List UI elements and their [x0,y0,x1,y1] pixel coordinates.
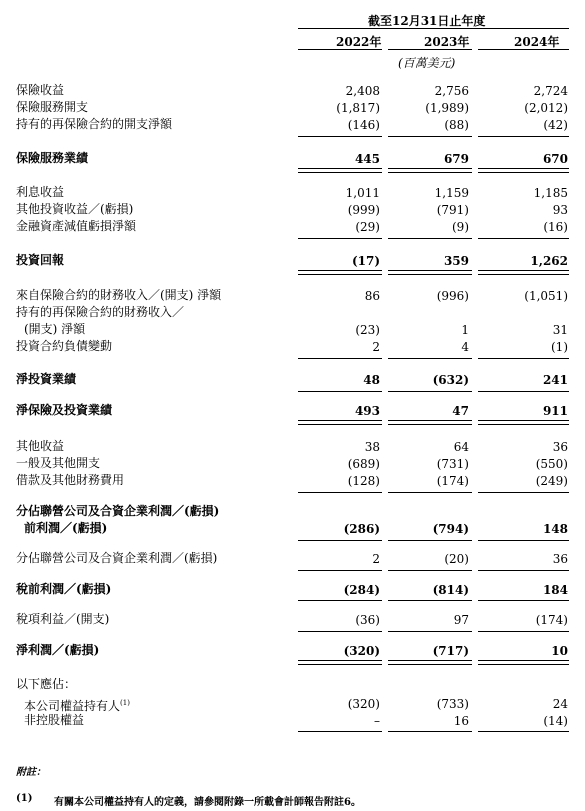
total-double-rule [478,270,569,275]
row-value-2024: 36 [552,440,568,454]
row-value-2022: 445 [354,152,380,166]
subtotal-rule [388,631,472,632]
row-value-2022: (320) [347,697,380,711]
row-label: 其他收益 [16,439,65,453]
row-value-2024: 24 [552,697,568,711]
subtotal-rule [388,358,472,359]
row-value-2023: 97 [453,613,469,627]
row-value-2024: 148 [542,522,568,536]
row-value-2023: (996) [436,289,469,303]
row-label-total: 淨投資業績 [16,372,77,386]
subtotal-rule [478,570,569,571]
row-value-2024: (249) [535,474,568,488]
subtotal-rule [298,238,382,239]
subtotal-rule [298,600,382,601]
total-double-rule [388,660,472,665]
unit-label: (百萬美元) [398,56,456,70]
row-label-text: 本公司權益持有人 [24,699,121,713]
row-value-2022: (29) [355,220,380,234]
row-label-total: 淨保險及投資業績 [16,403,113,417]
row-label [24,697,130,713]
subtotal-rule [478,731,569,732]
row-value-2022: (17) [351,254,380,268]
subtotal-rule [478,136,569,137]
subtotal-rule [388,238,472,239]
row-value-2024: 911 [542,404,568,418]
total-double-rule [388,420,472,425]
total-double-rule [478,420,569,425]
row-value-2023: (20) [444,552,469,566]
subtotal-rule [388,391,472,392]
year-underline-2 [388,49,472,50]
subtotal-rule [298,570,382,571]
row-label-total: 分佔聯營公司及合資企業利潤／(虧損) [16,504,220,518]
subtotal-rule [388,570,472,571]
row-label: 以下應佔： [16,677,77,691]
row-value-2023: 16 [453,714,469,728]
row-value-2023: 679 [443,152,469,166]
row-label-total: 保險服務業績 [16,151,89,165]
row-value-2023: 1 [461,323,469,337]
year-2023: 2023年 [424,35,470,49]
row-value-2024: (550) [535,457,568,471]
note-marker: (1) [16,793,33,804]
row-value-2023: (733) [436,697,469,711]
row-value-2023: 64 [453,440,469,454]
row-value-2023: 2,756 [434,84,469,98]
row-value-2022: (320) [343,644,380,658]
row-value-2023: (174) [436,474,469,488]
row-label: 稅項利益／(開支) [16,612,110,626]
subtotal-rule [388,136,472,137]
row-value-2024: 31 [552,323,568,337]
row-value-2022: 38 [364,440,380,454]
period-underline [298,28,569,29]
subtotal-rule [478,358,569,359]
row-label: (開支) 淨額 [24,322,86,336]
subtotal-rule [478,631,569,632]
row-value-2024: 2,724 [533,84,568,98]
row-value-2024: 93 [552,203,568,217]
row-value-2022: (146) [347,118,380,132]
row-label: 持有的再保險合約的開支淨額 [16,117,173,131]
row-value-2024: (1,051) [524,289,568,303]
year-underline-1 [298,49,382,50]
row-value-2024: (1) [551,340,568,354]
subtotal-rule [478,391,569,392]
row-label: 其他投資收益／(虧損) [16,202,134,216]
row-label: 利息收益 [16,185,65,199]
row-value-2024: 36 [552,552,568,566]
row-value-2024: (174) [535,613,568,627]
subtotal-rule [478,600,569,601]
row-label-total: 前利潤／(虧損) [24,521,108,535]
total-double-rule [298,660,382,665]
year-2022: 2022年 [336,35,382,49]
row-label: 持有的再保險合約的財務收入／ [16,305,185,319]
row-value-2023: (794) [432,522,469,536]
row-value-2024: (14) [543,714,568,728]
row-value-2023: (731) [436,457,469,471]
total-double-rule [298,168,382,173]
subtotal-rule [298,731,382,732]
row-label: 保險收益 [16,83,65,97]
row-value-2022: (128) [347,474,380,488]
row-value-2024: (42) [543,118,568,132]
row-value-2022: (286) [343,522,380,536]
row-value-2023: (814) [432,583,469,597]
row-value-2022: (689) [347,457,380,471]
row-value-2022: 48 [363,373,380,387]
subtotal-rule [298,492,382,493]
total-double-rule [478,660,569,665]
row-label: 借款及其他財務費用 [16,473,125,487]
row-value-2023: 1,159 [434,186,469,200]
row-value-2023: (791) [436,203,469,217]
subtotal-rule [298,540,382,541]
year-underline-3 [478,49,569,50]
row-label: 來自保險合約的財務收入／(開支) 淨額 [16,288,222,302]
row-value-2024: 184 [542,583,568,597]
note-text: 有關本公司權益持有人的定義，請參閱附錄一所載會計師報告附註6。 [54,797,361,808]
row-value-2022: 86 [364,289,380,303]
subtotal-rule [478,492,569,493]
row-value-2023: (1,989) [425,101,469,115]
subtotal-rule [298,136,382,137]
row-value-2024: 1,262 [530,254,568,268]
total-double-rule [388,270,472,275]
subtotal-rule [478,238,569,239]
row-label: 金融資產減值虧損淨額 [16,219,137,233]
row-value-2023: (88) [444,118,469,132]
row-value-2024: 10 [551,644,568,658]
row-label-total: 淨利潤／(虧損) [16,643,100,657]
subtotal-rule [388,600,472,601]
row-label: 保險服務開支 [16,100,89,114]
row-value-2024: 1,185 [533,186,568,200]
subtotal-rule [298,631,382,632]
row-value-2023: (632) [432,373,469,387]
row-value-2023: 4 [461,340,469,354]
total-double-rule [388,168,472,173]
total-double-rule [478,168,569,173]
row-value-2023: (717) [432,644,469,658]
subtotal-rule [388,492,472,493]
row-value-2022: (999) [347,203,380,217]
row-value-2022: 2,408 [345,84,380,98]
row-value-2024: 241 [542,373,568,387]
subtotal-rule [388,540,472,541]
row-label-total: 投資回報 [16,253,65,267]
period-heading: 截至12月31日止年度 [368,14,486,28]
row-value-2023: 359 [443,254,469,268]
row-value-2022: (284) [343,583,380,597]
row-value-2022: 2 [372,340,380,354]
row-value-2023: (9) [452,220,469,234]
subtotal-rule [298,391,382,392]
row-value-2022: (36) [355,613,380,627]
row-value-2023: 47 [452,404,469,418]
row-label: 非控股權益 [24,713,85,727]
row-label: 分佔聯營公司及合資企業利潤／(虧損) [16,551,218,565]
year-2024: 2024年 [514,35,560,49]
row-value-2024: (2,012) [524,101,568,115]
row-value-2022: 1,011 [345,186,380,200]
subtotal-rule [298,358,382,359]
row-label: 投資合約負債變動 [16,339,113,353]
row-value-2022: (1,817) [336,101,380,115]
row-value-2022: 493 [354,404,380,418]
total-double-rule [298,270,382,275]
subtotal-rule [388,731,472,732]
total-double-rule [298,420,382,425]
row-value-2022: (23) [355,323,380,337]
notes-title: 附註： [16,767,46,778]
row-value-2022: – [374,714,380,728]
row-value-2022: 2 [372,552,380,566]
row-value-2024: (16) [543,220,568,234]
footnote-ref: (1) [120,699,130,707]
row-label: 一般及其他開支 [16,456,101,470]
subtotal-rule [478,540,569,541]
row-value-2024: 670 [542,152,568,166]
row-label-total: 稅前利潤／(虧損) [16,582,112,596]
